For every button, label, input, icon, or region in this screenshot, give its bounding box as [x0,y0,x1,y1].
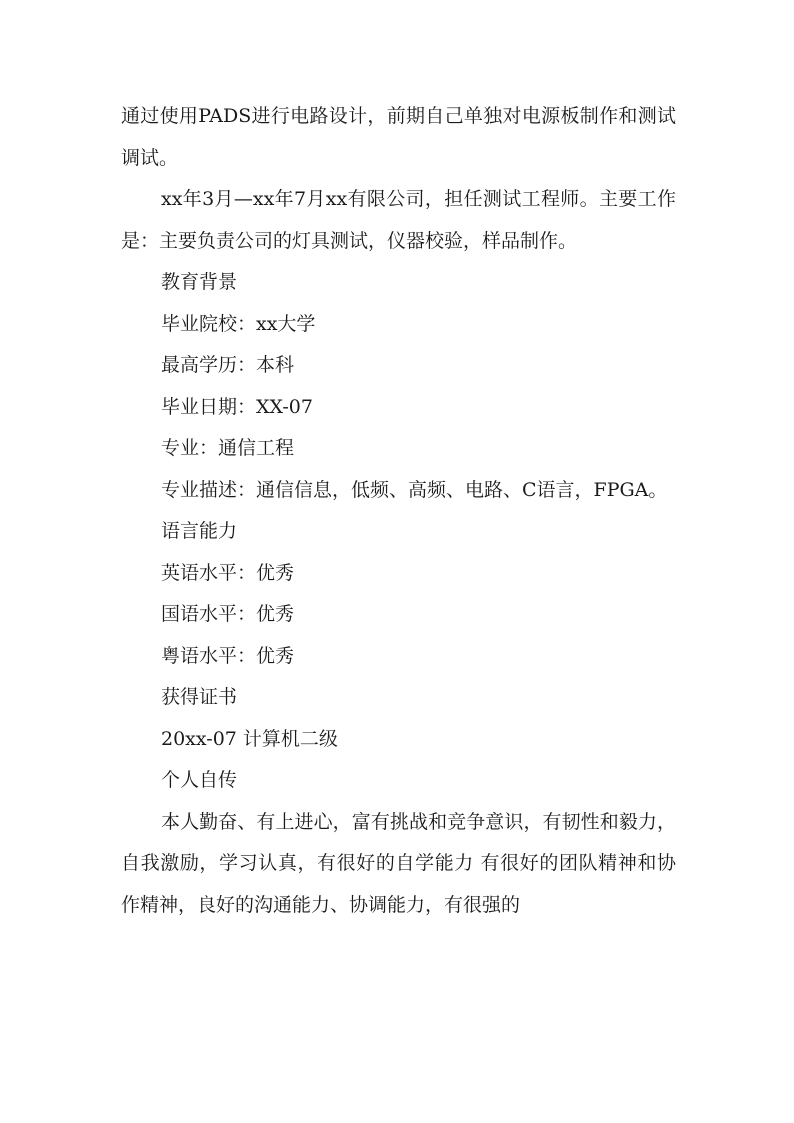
mandarin-level-line: 国语水平：优秀 [161,603,295,625]
major-description-paragraph: 专业描述：通信信息，低频、高频、电路、C语言，FPGA。 [161,478,668,501]
english-level-line: 英语水平：优秀 [161,561,295,584]
self-introduction-heading: 个人自传 [161,769,238,791]
cantonese-level-line: 粤语水平：优秀 [161,644,295,667]
major-line: 专业：通信工程 [161,437,295,459]
certificate-line: 20xx-07 计算机二级 [161,727,338,750]
degree-line: 最高学历：本科 [161,354,295,376]
work-description-paragraph: 通过使用PADS进行电路设计，前期自己单独对电源板制作和测试调试。 [121,105,676,169]
school-line: 毕业院校：xx大学 [161,312,316,335]
work-experience-paragraph: xx年3月—xx年7月xx有限公司，担任测试工程师。主要工作是：主要负责公司的灯具测试，仪器校验，样品制作。 [121,188,676,252]
education-heading: 教育背景 [161,271,238,293]
self-introduction-paragraph: 本人勤奋、有上进心，富有挑战和竞争意识，有韧性和毅力，自我激励，学习认真，有很好的自学能力 有很好的团队精神和协作精神，良好的沟通能力、协调能力，有很强的 [121,810,676,916]
language-heading: 语言能力 [161,520,238,542]
certificates-heading: 获得证书 [161,686,238,708]
document-body [121,96,676,926]
graduation-date-line: 毕业日期：XX-07 [161,395,313,418]
